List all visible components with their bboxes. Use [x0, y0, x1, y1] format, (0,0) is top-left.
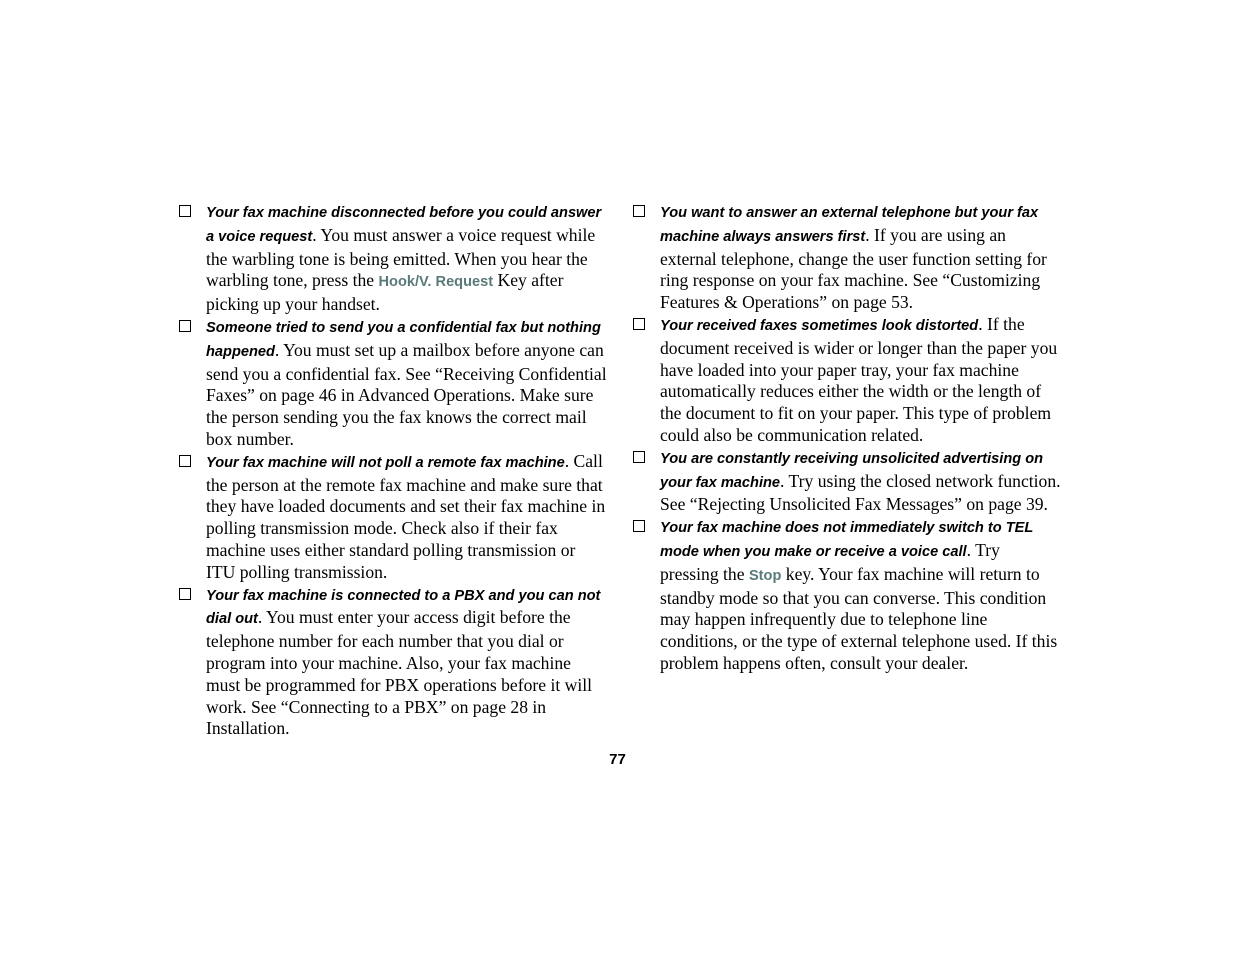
checkbox-icon	[633, 205, 645, 217]
checkbox-icon	[633, 451, 645, 463]
item-heading: Your fax machine is connected to a PBX and you can not dial out	[206, 587, 601, 628]
checkbox-icon	[179, 588, 191, 600]
checkbox-icon	[633, 318, 645, 330]
item-text: . You must answer a voice request while the warbling tone is being emitted. When you hear the warbling tone, press the	[206, 224, 596, 291]
key-name-hook-v-request: Hook/V. Request	[378, 274, 494, 291]
checkbox-icon	[179, 455, 191, 467]
troubleshooting-item-disconnected	[178, 201, 608, 316]
item-heading: You want to answer an external telephone but your fax machine always answers first	[660, 205, 1039, 245]
troubleshooting-item-confidential-fax	[178, 316, 608, 451]
troubleshooting-item-tel-mode	[632, 516, 1062, 675]
checkbox-icon	[179, 205, 191, 217]
item-text: . Try pressing the	[660, 539, 1000, 584]
checkbox-icon	[179, 320, 191, 332]
troubleshooting-item-external-telephone	[632, 201, 1062, 314]
troubleshooting-item-polling	[178, 451, 608, 584]
item-text-continued: key. Your fax machine will return to standby mode so that you can converse. This condition may happen infrequently due to telephone line conditions, or the type of external telephone used. If this problem happens often, consult your dealer.	[660, 563, 1058, 673]
troubleshooting-item-pbx	[178, 584, 608, 741]
key-name-stop: Stop	[748, 567, 782, 584]
item-heading: Your received faxes sometimes look distorted	[660, 317, 979, 334]
item-heading: You are constantly receiving unsolicited advertising on your fax machine	[660, 450, 1044, 491]
left-column	[178, 201, 608, 740]
item-text: . If you are using an external telephone, change the user function setting for ring response on your fax machine. See “Customizing Features & Operations” on page 53.	[660, 224, 1047, 313]
troubleshooting-item-distorted-faxes	[632, 314, 1062, 447]
item-text: . If the document received is wider or longer than the paper you have loaded into your paper tray, your fax machine automatically reduces either the width or the length of the document to fit on your paper. This type of problem could also be communication related.	[660, 313, 1058, 445]
troubleshooting-item-unsolicited-advertising	[632, 447, 1062, 516]
item-text: . You must set up a mailbox before anyone can send you a confidential fax. See “Receiving Confidential Faxes” on page 46 in Advanced Operations. Make sure the person sending you the fax knows the correct mail box number.	[206, 339, 607, 449]
item-heading: Your fax machine disconnected before you could answer a voice request	[206, 205, 602, 245]
right-column	[632, 201, 1062, 675]
item-heading: Your fax machine will not poll a remote fax machine	[206, 454, 565, 471]
page-number: 77	[609, 751, 626, 768]
item-text: . Try using the closed network function. See “Rejecting Unsolicited Fax Messages” on page 39.	[660, 470, 1061, 515]
item-heading: Someone tried to send you a confidential fax but nothing happened	[206, 319, 601, 360]
checkbox-icon	[633, 520, 645, 532]
item-text: . You must enter your access digit before the telephone number for each number that you dial or program into your machine. Also, your fax machine must be programmed for PBX operations before it will work. See “Connecting to a PBX” on page 28 in Installation.	[206, 607, 593, 739]
item-text-continued: Key after picking up your handset.	[206, 270, 564, 315]
item-heading: Your fax machine does not immediately switch to TEL mode when you make or receive a voice call	[660, 520, 1034, 560]
item-text: . Call the person at the remote fax machine and make sure that they have loaded documents and set their fax machine in polling transmission mode. Check also if their fax machine uses either standard polling transmission or ITU polling transmission.	[206, 450, 606, 582]
